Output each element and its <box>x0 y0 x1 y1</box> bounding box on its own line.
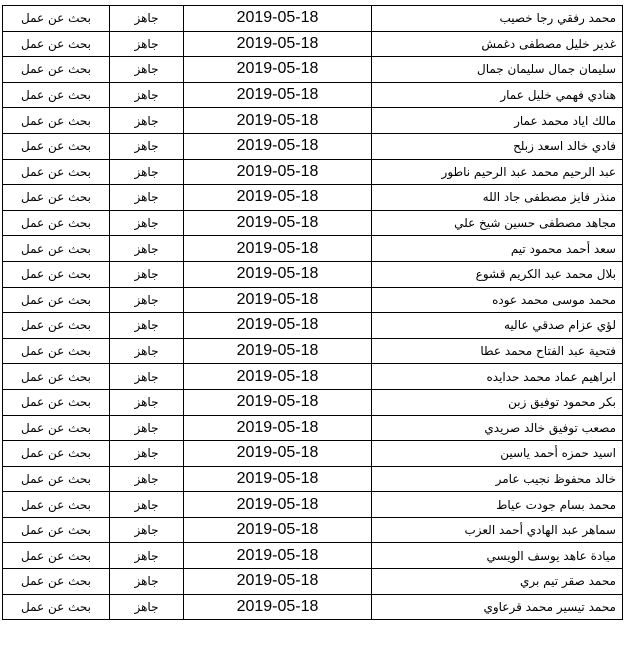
cell-status: بحث عن عمل <box>3 569 110 595</box>
cell-date: 2019-05-18 <box>184 441 372 467</box>
cell-status: بحث عن عمل <box>3 108 110 134</box>
cell-state: جاهز <box>110 389 184 415</box>
cell-state: جاهز <box>110 287 184 313</box>
cell-name: فتحية عبد الفتاح محمد عطا <box>372 338 623 364</box>
cell-state: جاهز <box>110 31 184 57</box>
cell-name: هنادي فهمي خليل عمار <box>372 82 623 108</box>
cell-date: 2019-05-18 <box>184 364 372 390</box>
cell-state: جاهز <box>110 466 184 492</box>
cell-state: جاهز <box>110 108 184 134</box>
cell-date: 2019-05-18 <box>184 57 372 83</box>
cell-name: مجاهد مصطفى حسين شيخ علي <box>372 210 623 236</box>
cell-status: بحث عن عمل <box>3 6 110 32</box>
table-row <box>3 210 623 236</box>
cell-date: 2019-05-18 <box>184 594 372 620</box>
table-row <box>3 261 623 287</box>
cell-name: ابراهيم عماد محمد حدايده <box>372 364 623 390</box>
cell-name: سليمان جمال سليمان جمال <box>372 57 623 83</box>
table-row <box>3 82 623 108</box>
cell-status: بحث عن عمل <box>3 236 110 262</box>
cell-name: محمد موسى محمد عوده <box>372 287 623 313</box>
table-row <box>3 57 623 83</box>
cell-status: بحث عن عمل <box>3 466 110 492</box>
cell-status: بحث عن عمل <box>3 415 110 441</box>
table-row <box>3 594 623 620</box>
cell-name: مالك اياد محمد عمار <box>372 108 623 134</box>
cell-date: 2019-05-18 <box>184 543 372 569</box>
cell-date: 2019-05-18 <box>184 569 372 595</box>
cell-state: جاهز <box>110 492 184 518</box>
cell-name: محمد صقر تيم بري <box>372 569 623 595</box>
table-row <box>3 364 623 390</box>
cell-state: جاهز <box>110 185 184 211</box>
cell-date: 2019-05-18 <box>184 415 372 441</box>
cell-status: بحث عن عمل <box>3 133 110 159</box>
cell-status: بحث عن عمل <box>3 543 110 569</box>
cell-date: 2019-05-18 <box>184 261 372 287</box>
cell-status: بحث عن عمل <box>3 594 110 620</box>
cell-status: بحث عن عمل <box>3 31 110 57</box>
cell-date: 2019-05-18 <box>184 108 372 134</box>
table-row <box>3 6 623 32</box>
cell-state: جاهز <box>110 6 184 32</box>
cell-date: 2019-05-18 <box>184 287 372 313</box>
cell-state: جاهز <box>110 441 184 467</box>
cell-name: ميادة عاهد يوسف الويسي <box>372 543 623 569</box>
cell-status: بحث عن عمل <box>3 159 110 185</box>
cell-status: بحث عن عمل <box>3 364 110 390</box>
cell-date: 2019-05-18 <box>184 159 372 185</box>
cell-state: جاهز <box>110 415 184 441</box>
cell-date: 2019-05-18 <box>184 338 372 364</box>
table-row <box>3 159 623 185</box>
cell-name: محمد رفقي رجا خصيب <box>372 6 623 32</box>
cell-state: جاهز <box>110 313 184 339</box>
table-row <box>3 492 623 518</box>
cell-date: 2019-05-18 <box>184 31 372 57</box>
table-row <box>3 313 623 339</box>
table-row <box>3 441 623 467</box>
cell-date: 2019-05-18 <box>184 6 372 32</box>
table-row <box>3 338 623 364</box>
cell-state: جاهز <box>110 594 184 620</box>
cell-status: بحث عن عمل <box>3 492 110 518</box>
cell-date: 2019-05-18 <box>184 82 372 108</box>
candidates-table <box>2 5 623 620</box>
cell-status: بحث عن عمل <box>3 441 110 467</box>
cell-name: لؤي عزام صدقي عاليه <box>372 313 623 339</box>
cell-name: بكر محمود توفيق زبن <box>372 389 623 415</box>
cell-state: جاهز <box>110 569 184 595</box>
cell-status: بحث عن عمل <box>3 517 110 543</box>
table-row <box>3 543 623 569</box>
cell-status: بحث عن عمل <box>3 261 110 287</box>
cell-state: جاهز <box>110 133 184 159</box>
cell-state: جاهز <box>110 159 184 185</box>
cell-state: جاهز <box>110 210 184 236</box>
cell-name: سعد أحمد محمود تيم <box>372 236 623 262</box>
cell-date: 2019-05-18 <box>184 236 372 262</box>
cell-name: غدير خليل مصطفى دغمش <box>372 31 623 57</box>
cell-date: 2019-05-18 <box>184 389 372 415</box>
table-row <box>3 287 623 313</box>
table-row <box>3 185 623 211</box>
table-row <box>3 569 623 595</box>
cell-status: بحث عن عمل <box>3 210 110 236</box>
table-row <box>3 517 623 543</box>
cell-date: 2019-05-18 <box>184 466 372 492</box>
table-row <box>3 415 623 441</box>
cell-name: منذر فايز مصطفى جاد الله <box>372 185 623 211</box>
cell-status: بحث عن عمل <box>3 389 110 415</box>
cell-date: 2019-05-18 <box>184 492 372 518</box>
cell-name: سماهر عبد الهادي أحمد العزب <box>372 517 623 543</box>
cell-status: بحث عن عمل <box>3 185 110 211</box>
cell-state: جاهز <box>110 364 184 390</box>
cell-state: جاهز <box>110 338 184 364</box>
table-row <box>3 389 623 415</box>
table-body <box>3 6 623 620</box>
table-row <box>3 31 623 57</box>
cell-name: فادي خالد اسعد زبلح <box>372 133 623 159</box>
cell-name: عبد الرحيم محمد عبد الرحيم ناطور <box>372 159 623 185</box>
cell-status: بحث عن عمل <box>3 287 110 313</box>
cell-name: اسيد حمزه أحمد ياسين <box>372 441 623 467</box>
table-row <box>3 108 623 134</box>
cell-date: 2019-05-18 <box>184 210 372 236</box>
table-row <box>3 236 623 262</box>
cell-status: بحث عن عمل <box>3 338 110 364</box>
cell-name: محمد بسام جودت عياط <box>372 492 623 518</box>
table-row <box>3 466 623 492</box>
cell-status: بحث عن عمل <box>3 57 110 83</box>
cell-date: 2019-05-18 <box>184 517 372 543</box>
cell-name: خالد محفوظ نجيب عامر <box>372 466 623 492</box>
cell-state: جاهز <box>110 261 184 287</box>
cell-name: محمد تيسير محمد قرعاوي <box>372 594 623 620</box>
cell-name: مصعب توفيق خالد صريدي <box>372 415 623 441</box>
cell-state: جاهز <box>110 543 184 569</box>
cell-state: جاهز <box>110 57 184 83</box>
cell-state: جاهز <box>110 236 184 262</box>
cell-date: 2019-05-18 <box>184 313 372 339</box>
table-row <box>3 133 623 159</box>
cell-date: 2019-05-18 <box>184 185 372 211</box>
cell-status: بحث عن عمل <box>3 313 110 339</box>
cell-state: جاهز <box>110 517 184 543</box>
cell-state: جاهز <box>110 82 184 108</box>
cell-date: 2019-05-18 <box>184 133 372 159</box>
cell-status: بحث عن عمل <box>3 82 110 108</box>
cell-name: بلال محمد عبد الكريم قشوع <box>372 261 623 287</box>
